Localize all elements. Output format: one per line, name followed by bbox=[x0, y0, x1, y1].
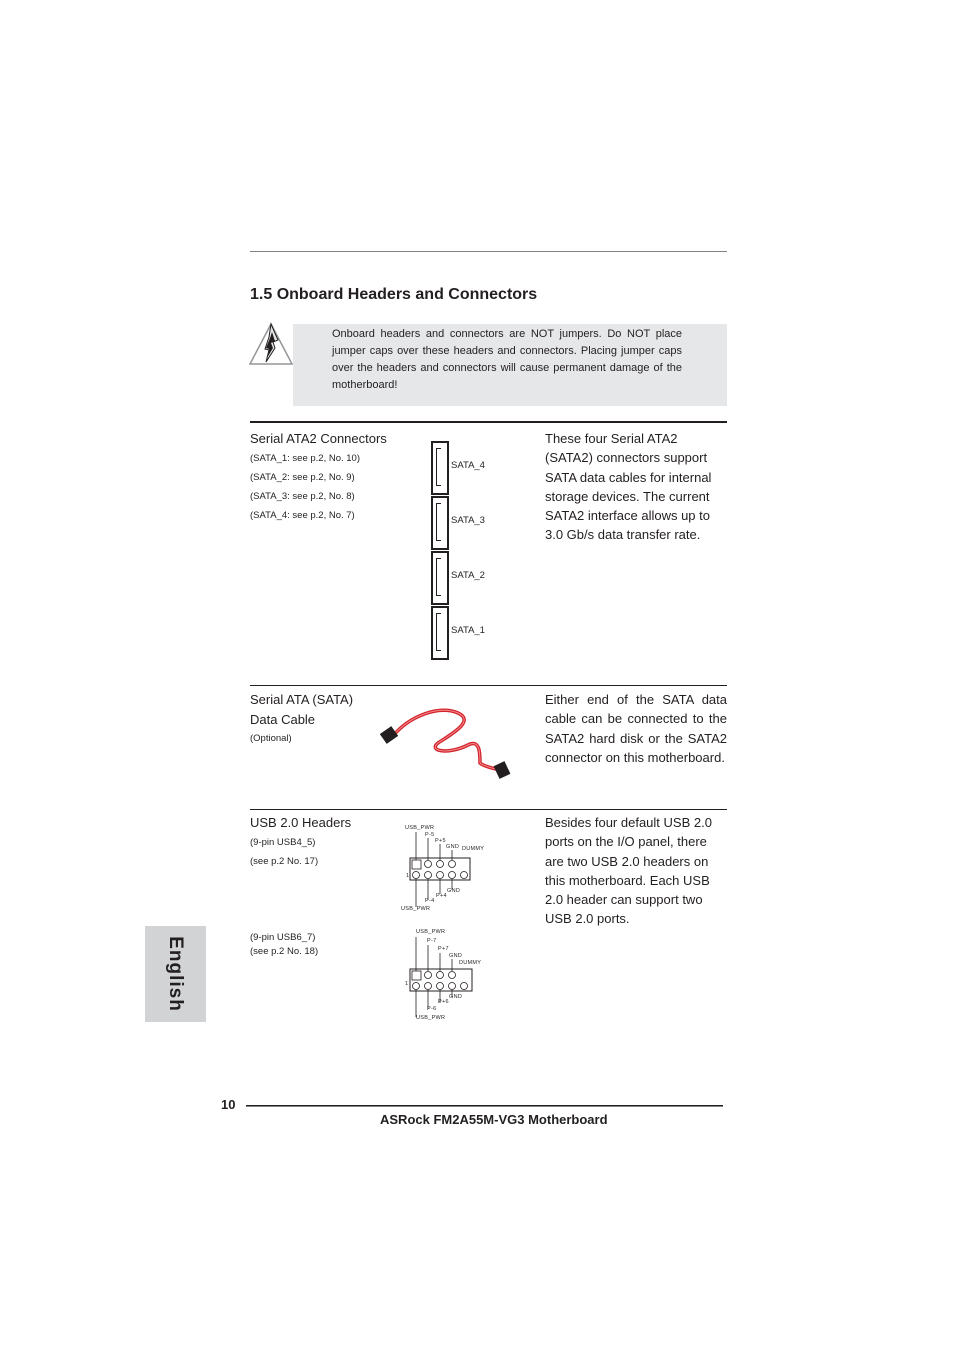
usb4-5-header-diagram bbox=[400, 822, 490, 917]
sata-2-connector bbox=[431, 551, 449, 605]
cable-title-line1: Serial ATA (SATA) bbox=[250, 692, 354, 707]
usb1-pin1: 1 bbox=[406, 873, 410, 879]
page-number: 10 bbox=[221, 1097, 236, 1112]
sata-3-label: SATA_3 bbox=[451, 515, 485, 526]
usb1-p-4: P-4 bbox=[425, 898, 435, 904]
usb6-7-header-diagram bbox=[404, 927, 494, 1024]
sata-title: Serial ATA2 Connectors bbox=[250, 431, 387, 446]
usb-header1-page: (see p.2 No. 17) bbox=[250, 856, 319, 867]
language-tab-label: English bbox=[165, 936, 186, 1012]
top-rule bbox=[250, 251, 727, 252]
usb-header1-ref: (9-pin USB4_5) bbox=[250, 837, 316, 848]
usb1-gnd-top: GND bbox=[446, 844, 460, 850]
usb2-p-plus6: P+6 bbox=[438, 999, 449, 1005]
warning-lightning-icon bbox=[248, 322, 294, 366]
sata-ref-2: (SATA_2: see p.2, No. 9) bbox=[250, 472, 355, 483]
usb2-usbpwr-bottom: USB_PWR bbox=[416, 1015, 446, 1021]
usb1-p-plus4: P+4 bbox=[436, 893, 447, 899]
sata-4-label: SATA_4 bbox=[451, 460, 485, 471]
cable-title-line2: Data Cable bbox=[250, 712, 316, 727]
sata-2-label: SATA_2 bbox=[451, 570, 485, 581]
caution-text: Onboard headers and connectors are NOT jumpers. Do NOT place jumper caps over these headers and connectors. Placing jumper caps over the headers and connectors will cause permanent damage of the motherboard! bbox=[332, 328, 682, 391]
sata-1-connector bbox=[431, 606, 449, 660]
sata-cable-image bbox=[380, 705, 515, 780]
usb1-gnd-bottom: GND bbox=[447, 888, 461, 894]
section-rule-thick bbox=[250, 421, 727, 423]
sata-ref-4: (SATA_4: see p.2, No. 7) bbox=[250, 510, 355, 521]
sata-3-connector bbox=[431, 496, 449, 550]
sata-4-connector bbox=[431, 441, 449, 495]
usb1-usbpwr-top: USB_PWR bbox=[405, 825, 435, 831]
usb1-usbpwr-bottom: USB_PWR bbox=[401, 906, 431, 912]
usb2-pin1: 1 bbox=[405, 981, 409, 987]
usb2-gnd-bottom: GND bbox=[449, 994, 463, 1000]
sata-ref-3: (SATA_3: see p.2, No. 8) bbox=[250, 491, 355, 502]
usb2-p-plus7: P+7 bbox=[438, 946, 449, 952]
usb-header2-ref: (9-pin USB6_7) bbox=[250, 932, 316, 943]
usb2-usbpwr-top: USB_PWR bbox=[416, 929, 446, 935]
sata-1-label: SATA_1 bbox=[451, 625, 485, 636]
usb-title: USB 2.0 Headers bbox=[250, 815, 352, 830]
usb-header2-page: (see p.2 No. 18) bbox=[250, 946, 319, 957]
usb2-gnd-top: GND bbox=[449, 953, 463, 959]
cable-description: Either end of the SATA data cable can be connected to the SATA2 hard disk or the SATA2 connector on this motherboard. bbox=[545, 692, 727, 765]
cable-note: (Optional) bbox=[250, 733, 292, 744]
caution-icon bbox=[248, 322, 294, 366]
usb1-p-5: P-5 bbox=[425, 832, 435, 838]
usb2-dummy: DUMMY bbox=[459, 960, 482, 966]
section-rule bbox=[250, 685, 727, 686]
usb1-p-plus5: P+5 bbox=[435, 838, 446, 844]
usb1-dummy: DUMMY bbox=[462, 846, 485, 852]
footer-rule bbox=[246, 1105, 723, 1107]
sata-ref-1: (SATA_1: see p.2, No. 10) bbox=[250, 453, 361, 464]
sata-description: These four Serial ATA2 (SATA2) connectors support SATA data cables for internal storage devices. The current SATA2 interface allows up to 3.0 Gb/s data transfer rate. bbox=[545, 431, 712, 543]
section-title: 1.5 Onboard Headers and Connectors bbox=[250, 286, 538, 303]
usb2-p-7: P-7 bbox=[427, 938, 437, 944]
section-rule bbox=[250, 809, 727, 810]
usb-description: Besides four default USB 2.0 ports on the I/O panel, there are two USB 2.0 headers on this motherboard. Each USB 2.0 header can support two USB 2.0 ports. bbox=[545, 815, 712, 927]
footer-text: ASRock FM2A55M-VG3 Motherboard bbox=[380, 1112, 608, 1127]
usb2-p-6: P-6 bbox=[427, 1006, 437, 1012]
